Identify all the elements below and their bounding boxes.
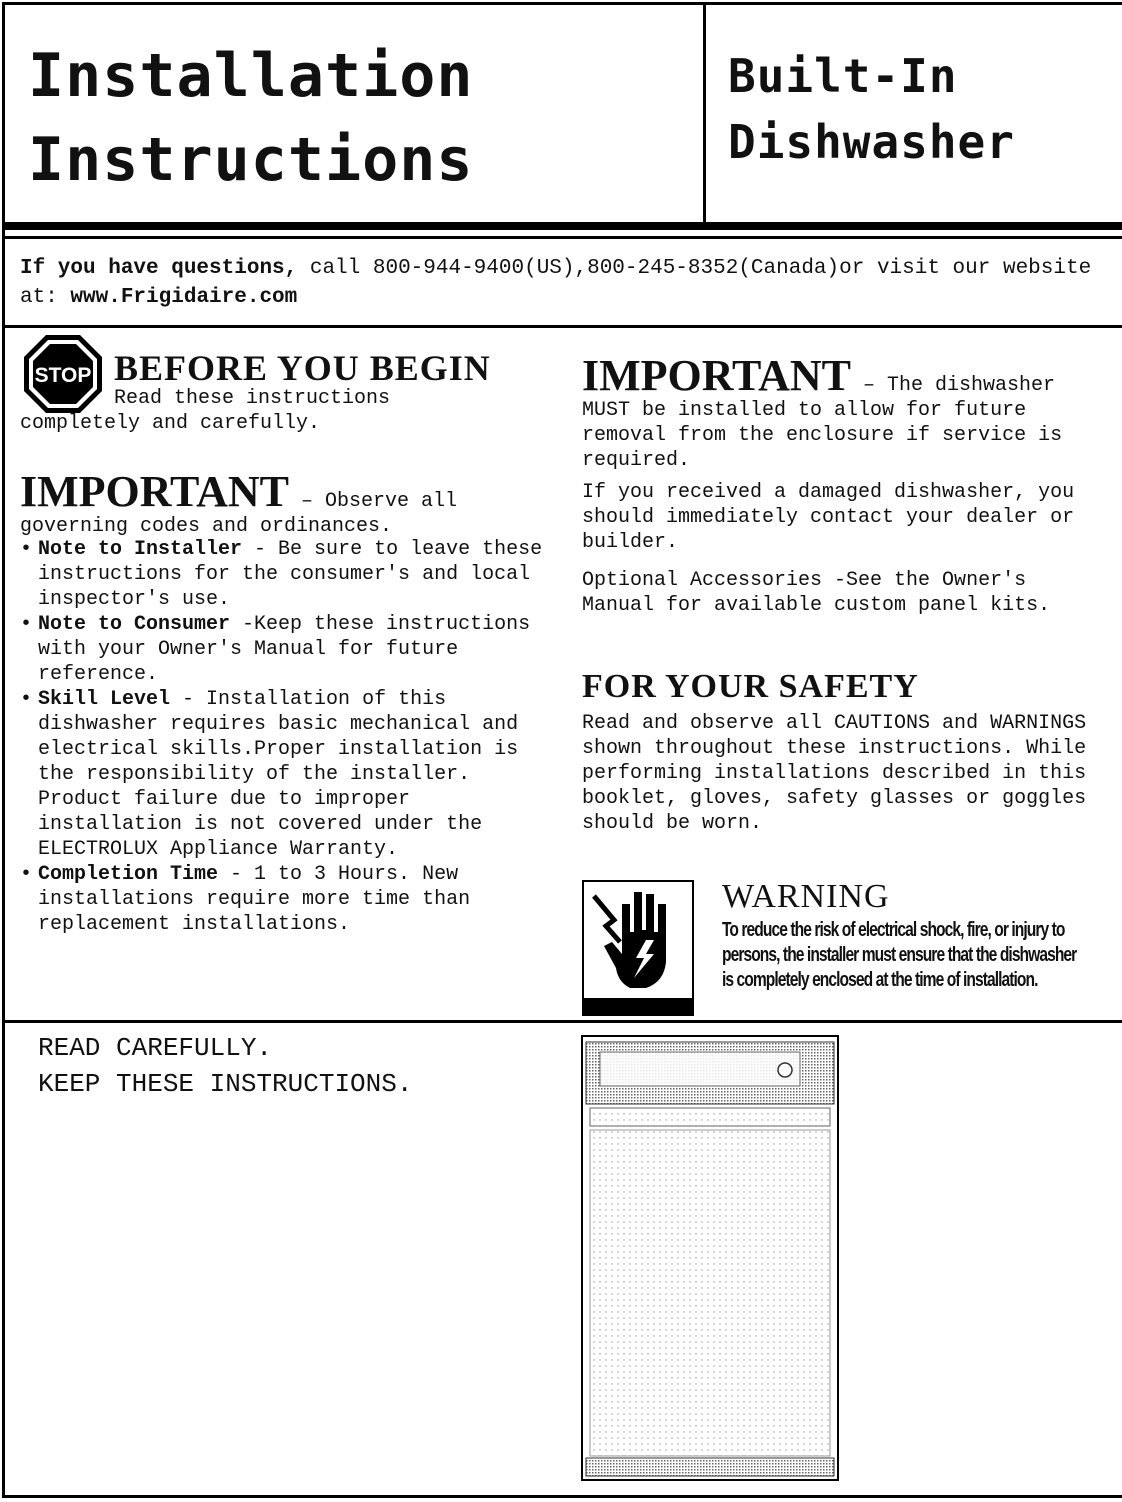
before-heading: BEFORE YOU BEGIN: [114, 348, 491, 388]
important-left-heading: IMPORTANT: [20, 467, 289, 516]
header-divider: [703, 2, 706, 224]
note-skill-level: • Skill Level - Installation of this dishwasher requires basic mechanical and electrical skills.Proper installation is the responsibility of the installer. Product failure due to improper installation is not covered under the ELECTROLUX Appliance Warranty.: [20, 687, 552, 862]
important-left-text: – Observe all governing codes and ordinances.: [20, 490, 470, 538]
dishwasher-illustration: [580, 1034, 842, 1484]
stop-sign-label: STOP: [34, 364, 92, 387]
contact-info: [20, 254, 1104, 312]
electrical-hazard-symbol: [582, 880, 694, 1016]
warning-text: To reduce the risk of electrical shock, fire, or injury to persons, the installer must ensure that the dishwasher is completely enclosed at the time of installation.: [722, 919, 1077, 991]
header-rule-thin: [2, 236, 1122, 239]
contact-lead: If you have questions,: [20, 257, 298, 280]
note-consumer: • Note to Consumer -Keep these instructions with your Owner's Manual for future reference.: [20, 612, 552, 687]
important-left: [20, 467, 550, 539]
safety-text: Read and observe all CAUTIONS and WARNINGS shown throughout these instructions. While performing installations described in this booklet, gloves, safety glasses or goggles should be worn.: [582, 712, 1099, 835]
important-right-heading: IMPORTANT: [582, 351, 851, 400]
header-rule-thick: [2, 222, 1122, 230]
footer-rule: [2, 1020, 1122, 1023]
contact-rule: [2, 325, 1122, 328]
safety-heading: FOR YOUR SAFETY: [582, 668, 919, 705]
important-right-text: – The dishwasher MUST be installed to allow for future removal from the enclosure if service is required.: [582, 374, 1075, 472]
important-right: [582, 351, 1110, 473]
footer-notice: [38, 1030, 412, 1102]
contact-text: call 800-944-9400(US),800-245-8352(Canada)or visit our website at:: [20, 257, 1104, 309]
read-carefully: READ CAREFULLY.: [38, 1033, 273, 1063]
website-link[interactable]: www.Frigidaire.com: [70, 286, 298, 309]
optional-accessories: Optional Accessories -See the Owner's Manual for available custom panel kits.: [582, 569, 1051, 617]
keep-instructions: KEEP THESE INSTRUCTIONS.: [38, 1069, 413, 1099]
title-line-2: Instructions: [28, 125, 474, 195]
product-line-1: Built-In: [728, 49, 958, 103]
warning-heading: WARNING: [722, 878, 890, 915]
electrical-shock-icon: [584, 882, 692, 1014]
before-text: Read these instructions completely and carefully.: [20, 387, 403, 435]
damaged-notice: If you received a damaged dishwasher, you should immediately contact your dealer or builder.: [582, 481, 1087, 554]
title-line-1: Installation: [28, 41, 474, 111]
note-completion-time: • Completion Time - 1 to 3 Hours. New installations require more time than replacement installations.: [20, 862, 552, 937]
product-line-2: Dishwasher: [728, 115, 1015, 169]
note-installer: • Note to Installer - Be sure to leave these instructions for the consumer's and local inspector's use.: [20, 537, 552, 612]
installer-notes-list: [20, 537, 552, 937]
